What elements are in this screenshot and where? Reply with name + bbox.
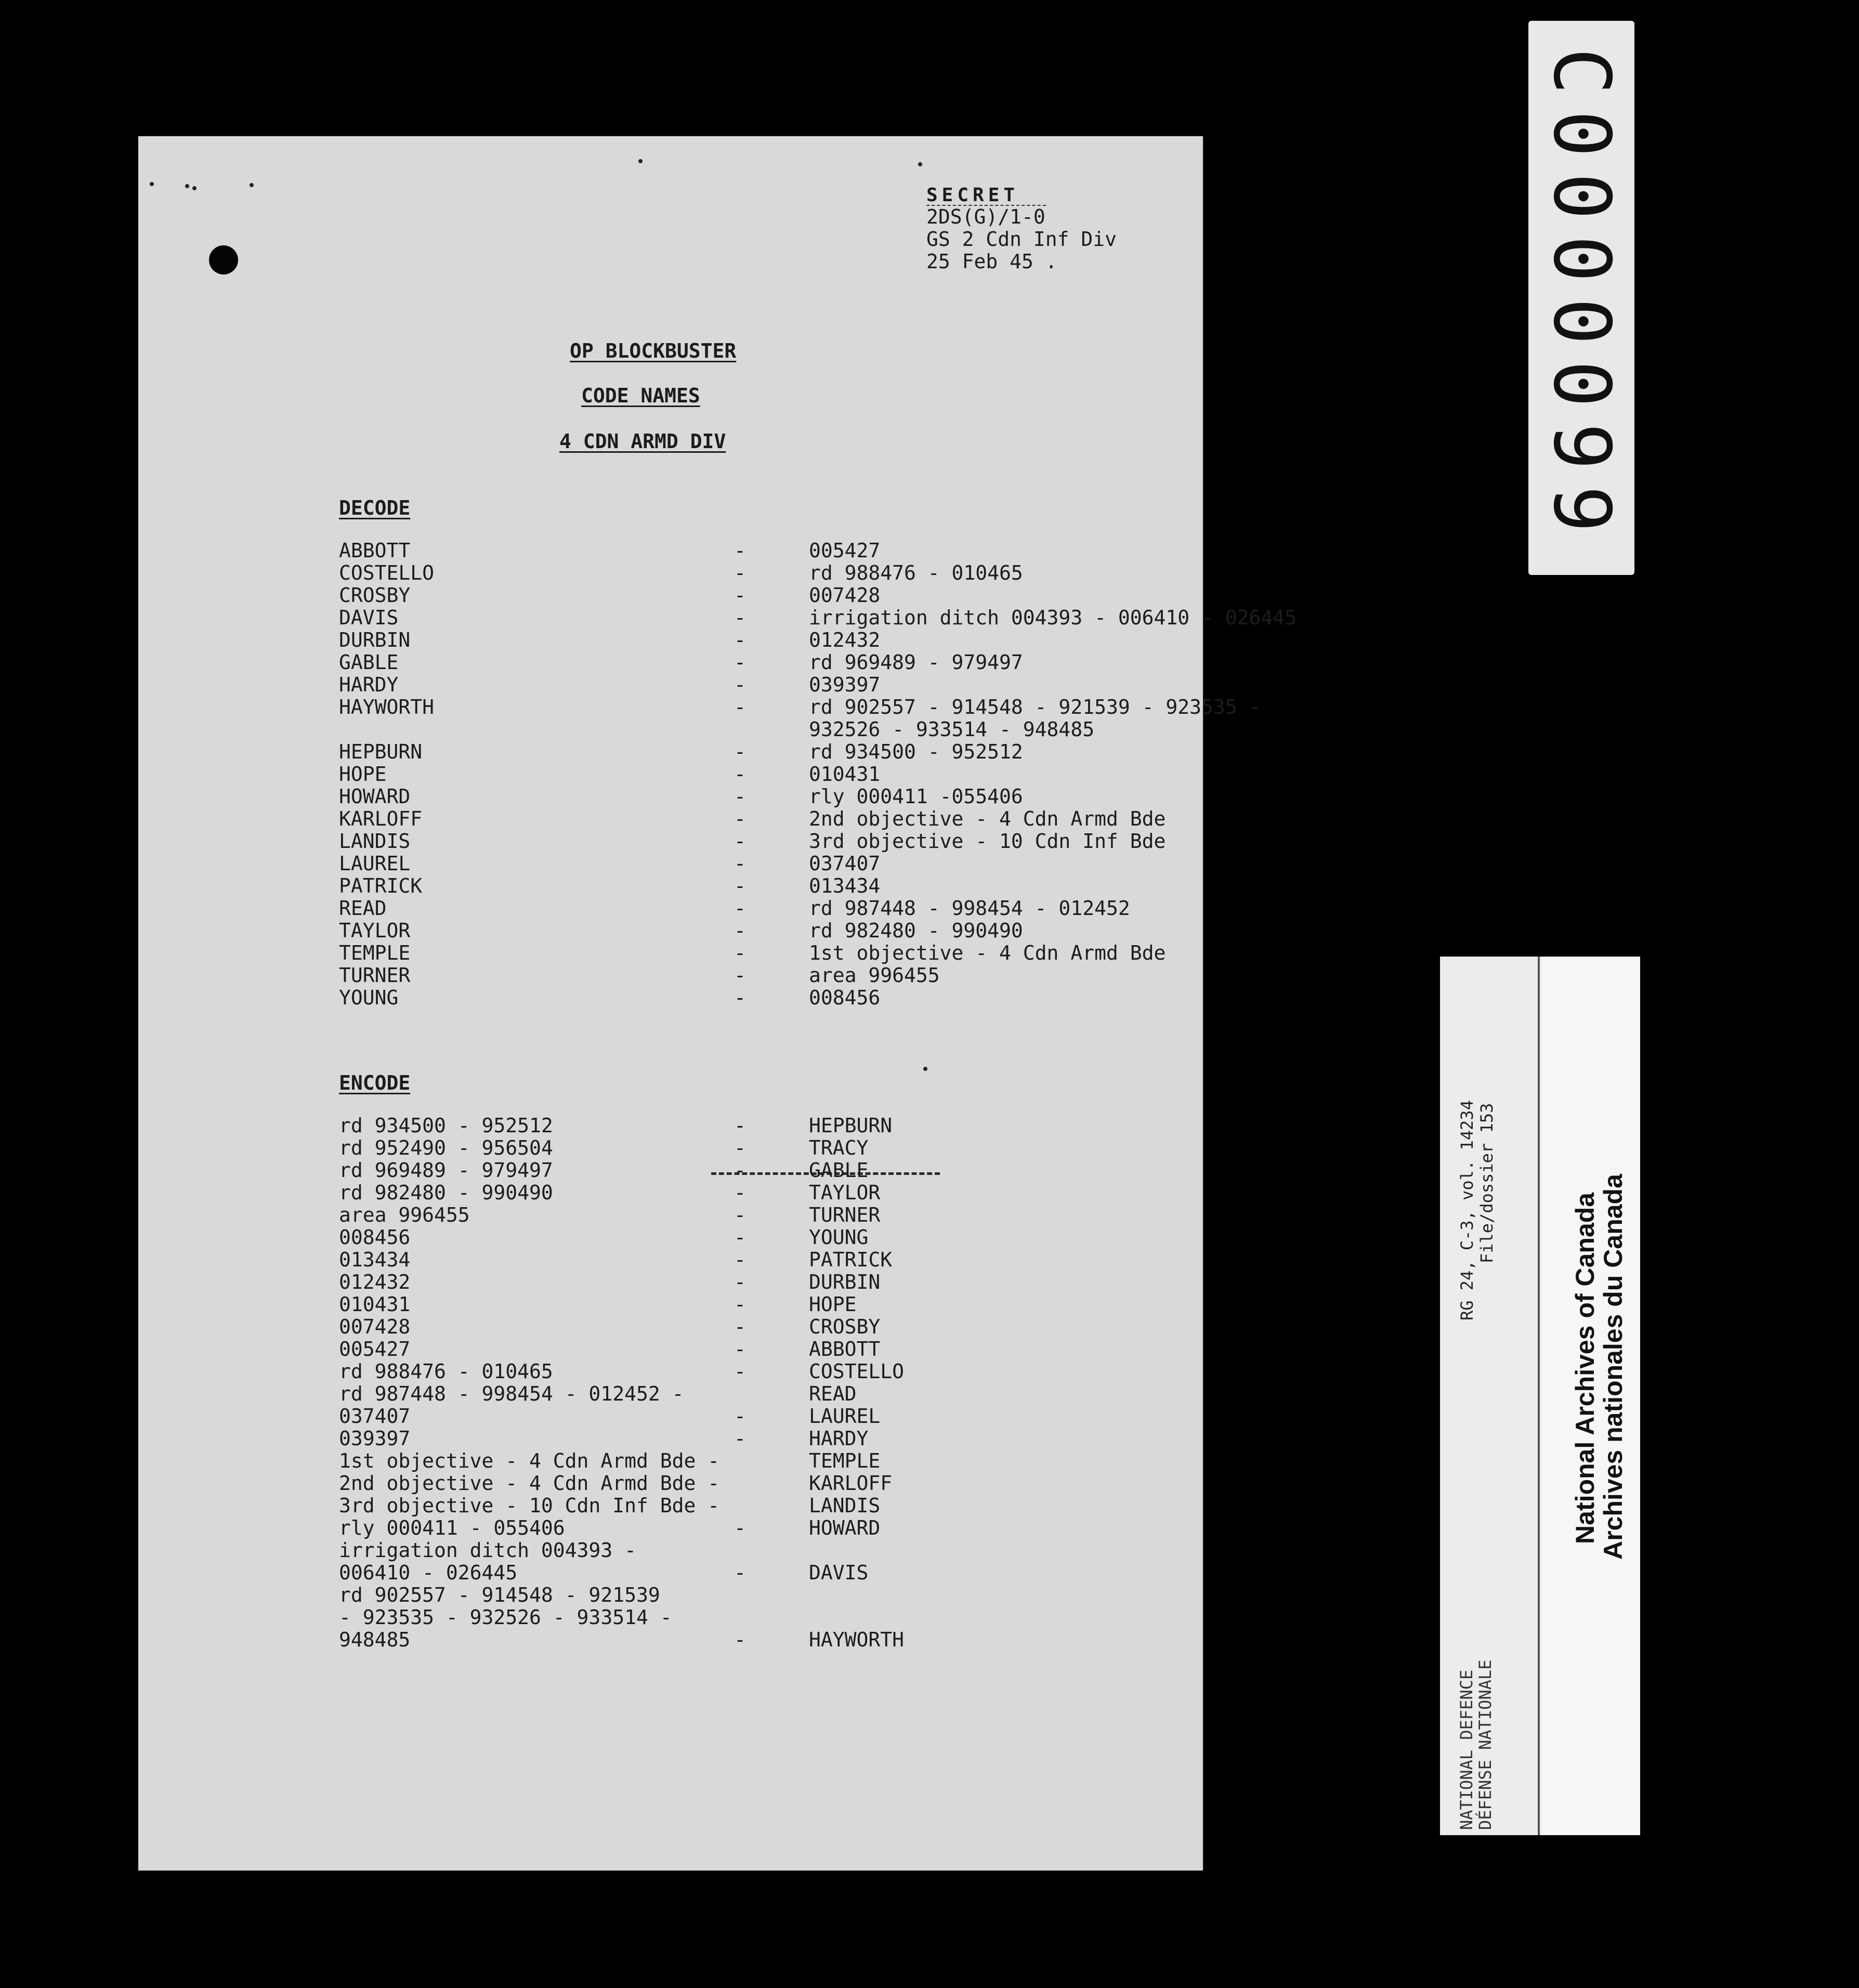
decode-value: 010431 bbox=[809, 763, 881, 786]
decode-separator: - bbox=[734, 696, 746, 718]
decode-separator: - bbox=[734, 651, 746, 674]
encode-value: 005427 bbox=[339, 1338, 411, 1361]
encode-value: 007428 bbox=[339, 1315, 411, 1338]
decode-value: rd 982480 - 990490 bbox=[809, 919, 1023, 942]
decode-value: 012432 bbox=[809, 629, 881, 651]
encode-code-name: HAYWORTH bbox=[809, 1628, 905, 1651]
decode-value: 007428 bbox=[809, 584, 881, 607]
agency-name-fr: Archives nationales du Canada bbox=[1599, 1174, 1628, 1560]
op-title: OP BLOCKBUSTER bbox=[570, 339, 737, 362]
encode-value: 012432 bbox=[339, 1271, 411, 1293]
formation-title: 4 CDN ARMD DIV bbox=[559, 430, 726, 453]
decode-separator: - bbox=[734, 830, 746, 853]
frame-number: C0000099 bbox=[1536, 47, 1627, 548]
decode-value: 039397 bbox=[809, 673, 881, 696]
decode-value: rd 902557 - 914548 - 921539 - 923535 - bbox=[809, 696, 1261, 718]
decode-value: rd 934500 - 952512 bbox=[809, 740, 1023, 763]
encode-value: 006410 - 026445 bbox=[339, 1561, 518, 1584]
archive-label bbox=[1440, 957, 1640, 1835]
archive-reference-2: File/dossier 153 bbox=[1477, 1103, 1497, 1263]
archive-agency-panel bbox=[1542, 957, 1640, 1835]
code-names-title: CODE NAMES bbox=[581, 384, 700, 407]
encode-code-name: TEMPLE bbox=[809, 1449, 881, 1472]
decode-code-name: ABBOTT bbox=[339, 539, 411, 562]
encode-code-name: KARLOFF bbox=[809, 1472, 893, 1495]
decode-heading: DECODE bbox=[339, 496, 411, 519]
encode-code-name: READ bbox=[809, 1382, 857, 1405]
encode-value: 010431 bbox=[339, 1293, 411, 1316]
encode-value: 037407 bbox=[339, 1405, 411, 1428]
encode-separator: - bbox=[734, 1293, 746, 1316]
encode-value: rd 988476 - 010465 bbox=[339, 1360, 553, 1383]
archive-divider bbox=[1538, 957, 1540, 1835]
encode-value: rd 902557 - 914548 - 921539 bbox=[339, 1584, 660, 1606]
frame-number-label bbox=[1528, 21, 1634, 575]
encode-code-name: LAUREL bbox=[809, 1405, 881, 1428]
encode-separator: - bbox=[734, 1338, 746, 1361]
encode-code-name: LANDIS bbox=[809, 1494, 881, 1517]
decode-value: 037407 bbox=[809, 852, 881, 875]
encode-code-name: ABBOTT bbox=[809, 1338, 881, 1361]
encode-separator: - bbox=[734, 1360, 746, 1383]
office-line: GS 2 Cdn Inf Div bbox=[926, 228, 1117, 251]
decode-value: 013434 bbox=[809, 874, 881, 897]
decode-separator: - bbox=[734, 964, 746, 987]
decode-separator: - bbox=[734, 941, 746, 964]
encode-separator: - bbox=[734, 1248, 746, 1271]
encode-code-name: CROSBY bbox=[809, 1315, 881, 1338]
encode-separator: - bbox=[734, 1315, 746, 1338]
decode-separator: - bbox=[734, 584, 746, 607]
encode-value: 2nd objective - 4 Cdn Armd Bde - bbox=[339, 1472, 720, 1495]
encode-code-name: DAVIS bbox=[809, 1561, 869, 1584]
decode-code-name: LANDIS bbox=[339, 830, 411, 853]
punch-hole bbox=[209, 245, 238, 274]
speck bbox=[923, 1067, 927, 1071]
encode-separator: - bbox=[734, 1405, 746, 1428]
decode-separator: - bbox=[734, 919, 746, 942]
encode-separator: - bbox=[734, 1561, 746, 1584]
encode-heading: ENCODE bbox=[339, 1071, 411, 1094]
encode-value: 3rd objective - 10 Cdn Inf Bde - bbox=[339, 1494, 720, 1517]
encode-value: 948485 bbox=[339, 1628, 411, 1651]
decode-separator: - bbox=[734, 673, 746, 696]
speck bbox=[638, 159, 643, 163]
encode-separator: - bbox=[734, 1271, 746, 1293]
encode-separator: - bbox=[734, 1628, 746, 1651]
encode-code-name: DURBIN bbox=[809, 1271, 881, 1293]
decode-separator: - bbox=[734, 852, 746, 875]
encode-value: irrigation ditch 004393 - bbox=[339, 1539, 636, 1562]
decode-separator: - bbox=[734, 763, 746, 786]
decode-code-name: PATRICK bbox=[339, 874, 423, 897]
decode-value: 008456 bbox=[809, 986, 881, 1009]
decode-code-name: KARLOFF bbox=[339, 807, 423, 830]
decode-value: 005427 bbox=[809, 539, 881, 562]
encode-value: 1st objective - 4 Cdn Armd Bde - bbox=[339, 1449, 720, 1472]
encode-code-name: PATRICK bbox=[809, 1248, 893, 1271]
document-page bbox=[138, 136, 1297, 1871]
encode-value: rd 987448 - 998454 - 012452 - bbox=[339, 1382, 684, 1405]
decode-separator: - bbox=[734, 561, 746, 584]
decode-value: 2nd objective - 4 Cdn Armd Bde bbox=[809, 807, 1166, 830]
encode-code-name: HOWARD bbox=[809, 1516, 881, 1539]
encode-code-name: TURNER bbox=[809, 1204, 881, 1226]
file-reference: 2DS(G)/1-0 bbox=[926, 205, 1045, 228]
agency-name-en: National Archives of Canada bbox=[1570, 1192, 1600, 1544]
encode-code-name: HEPBURN bbox=[809, 1114, 893, 1137]
decode-value: rly 000411 -055406 bbox=[809, 785, 1023, 808]
decode-separator: - bbox=[734, 986, 746, 1009]
encode-separator: - bbox=[734, 1181, 746, 1204]
decode-code-name: HARDY bbox=[339, 673, 399, 696]
decode-separator: - bbox=[734, 539, 746, 562]
date-line: 25 Feb 45 . bbox=[926, 250, 1057, 273]
encode-value: 039397 bbox=[339, 1427, 411, 1450]
department-line-2: DÉFENSE NATIONALE bbox=[1475, 1659, 1495, 1830]
decode-separator: - bbox=[734, 740, 746, 763]
decode-separator: - bbox=[734, 897, 746, 920]
speck bbox=[150, 182, 154, 186]
speck bbox=[192, 186, 197, 190]
encode-code-name: GABLE bbox=[809, 1159, 869, 1182]
decode-value: rd 987448 - 998454 - 012452 bbox=[809, 897, 1130, 920]
encode-code-name: TAYLOR bbox=[809, 1181, 881, 1204]
encode-value: - 923535 - 932526 - 933514 - bbox=[339, 1606, 672, 1629]
decode-value: rd 988476 - 010465 bbox=[809, 561, 1023, 584]
encode-value: rd 969489 - 979497 bbox=[339, 1159, 553, 1182]
decode-value: area 996455 bbox=[809, 964, 940, 987]
speck bbox=[918, 162, 922, 166]
encode-separator: - bbox=[734, 1114, 746, 1137]
decode-code-name: TAYLOR bbox=[339, 919, 411, 942]
encode-separator: - bbox=[734, 1226, 746, 1249]
encode-value: rd 952490 - 956504 bbox=[339, 1136, 553, 1159]
encode-value: 013434 bbox=[339, 1248, 411, 1271]
encode-value: rd 982480 - 990490 bbox=[339, 1181, 553, 1204]
decode-code-name: TEMPLE bbox=[339, 941, 411, 964]
decode-code-name: TURNER bbox=[339, 964, 411, 987]
decode-code-name: READ bbox=[339, 897, 387, 920]
speck bbox=[250, 183, 254, 187]
decode-value: 3rd objective - 10 Cdn Inf Bde bbox=[809, 830, 1166, 853]
decode-code-name: HOPE bbox=[339, 763, 387, 786]
encode-separator: - bbox=[734, 1159, 746, 1182]
encode-separator: - bbox=[734, 1516, 746, 1539]
encode-separator: - bbox=[734, 1427, 746, 1450]
speck bbox=[185, 184, 189, 188]
decode-separator: - bbox=[734, 874, 746, 897]
decode-code-name: HOWARD bbox=[339, 785, 411, 808]
decode-value: 1st objective - 4 Cdn Armd Bde bbox=[809, 941, 1166, 964]
encode-code-name: YOUNG bbox=[809, 1226, 869, 1249]
decode-separator: - bbox=[734, 606, 746, 629]
encode-separator: - bbox=[734, 1136, 746, 1159]
encode-separator: - bbox=[734, 1204, 746, 1226]
decode-code-name: HEPBURN bbox=[339, 740, 423, 763]
decode-code-name: DAVIS bbox=[339, 606, 399, 629]
decode-code-name: YOUNG bbox=[339, 986, 399, 1009]
decode-separator: - bbox=[734, 807, 746, 830]
decode-value: irrigation ditch 004393 - 006410 - 026445 bbox=[809, 606, 1297, 629]
decode-value: 932526 - 933514 - 948485 bbox=[809, 718, 1095, 741]
encode-value: rly 000411 - 055406 bbox=[339, 1516, 565, 1539]
decode-separator: - bbox=[734, 785, 746, 808]
decode-code-name: LAUREL bbox=[339, 852, 411, 875]
decode-code-name: COSTELLO bbox=[339, 561, 435, 584]
decode-code-name: GABLE bbox=[339, 651, 399, 674]
department-line-1: NATIONAL DEFENCE bbox=[1457, 1669, 1476, 1830]
encode-code-name: HOPE bbox=[809, 1293, 857, 1316]
decode-code-name: HAYWORTH bbox=[339, 696, 435, 718]
decode-value: rd 969489 - 979497 bbox=[809, 651, 1023, 674]
encode-code-name: COSTELLO bbox=[809, 1360, 905, 1383]
encode-value: area 996455 bbox=[339, 1204, 470, 1226]
decode-code-name: DURBIN bbox=[339, 629, 411, 651]
decode-code-name: CROSBY bbox=[339, 584, 411, 607]
encode-code-name: TRACY bbox=[809, 1136, 869, 1159]
encode-code-name: HARDY bbox=[809, 1427, 869, 1450]
archive-reference-1: RG 24, C-3, vol. 14234 bbox=[1457, 1100, 1477, 1320]
encode-value: 008456 bbox=[339, 1226, 411, 1249]
classification-marking: SECRET bbox=[926, 185, 1019, 206]
decode-separator: - bbox=[734, 629, 746, 651]
encode-value: rd 934500 - 952512 bbox=[339, 1114, 553, 1137]
